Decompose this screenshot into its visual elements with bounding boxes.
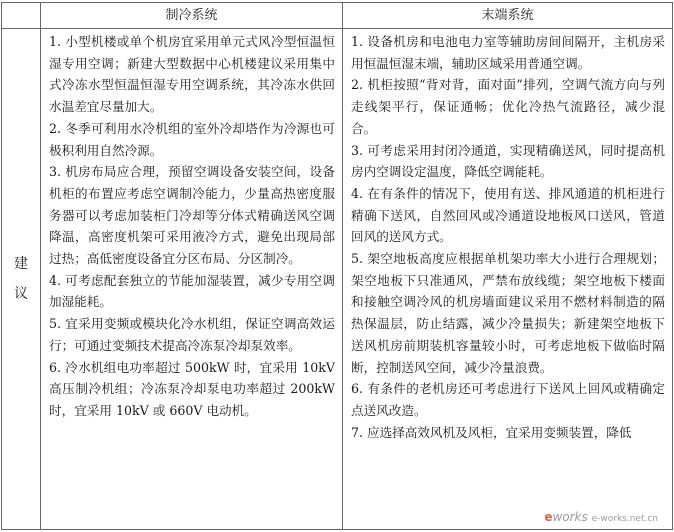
cooling-item: 4. 可考虑配套独立的节能加湿装置，减少专用空调加湿能耗。: [49, 272, 335, 310]
cooling-item: 2. 冬季可利用水冷机组的室外冷却塔作为冷源也可极积利用自然冷源。: [49, 120, 335, 158]
terminal-item: 1. 设备机房和电池电力室等辅助房间间隔开，主机房采用恒温恒湿末端，辅助区域采用普通空调。: [351, 34, 665, 71]
header-terminal-system: 末端系统: [343, 3, 673, 29]
row-label-char: 议: [14, 286, 28, 302]
row-label-text: [2, 249, 40, 309]
corner-cell: [2, 3, 41, 29]
watermark-prefix: e: [544, 510, 553, 524]
cooling-item: 5. 宜采用变频或模块化冷水机组，保证空调高效运行；可通过变频技术提高冷冻泵冷却泵效率。: [49, 316, 335, 353]
cooling-system-cell: [41, 29, 343, 530]
suggestion-row: [2, 29, 673, 530]
cooling-item: 6. 冷水机组电功率超过 500kW 时，宜采用 10kV 高压制冷机组；冷冻泵冷却泵电功率超过 200kW 时，宜采用 10kV 或 660V 电动机。: [49, 359, 335, 418]
terminal-item: 4. 在有条件的情况下，使用有送、排风通道的机柜进行精确下送风，自然回风或冷通道设地板风口送风，管道回风的送风方式。: [351, 185, 665, 245]
header-cooling-system: 制冷系统: [41, 3, 343, 29]
cooling-item: 1. 小型机楼或单个机房宜采用单元式风冷型恒温恒湿专用空调；新建大型数据中心机楼建议采用集中式冷冻水型恒温恒湿专用空调系统，其冷冻水供回水温差宜尽量加大。: [49, 34, 335, 115]
cooling-item: 3. 机房布局应合理，预留空调设备安装空间，设备机柜的布置应考虑空调制冷能力，少量高热密度服务器可以考虑加装柜门冷却等分体式精确送风空调降温，高密度机架可采用液冷方式，避免出现局部过热；高低密度设备宜分区布局、分区制冷。: [49, 164, 335, 267]
terminal-item: 6. 有条件的老机房还可考虑进行下送风上回风或精确定点送风改造。: [351, 381, 665, 418]
terminal-item: 3. 可考虑采用封闭冷通道，实现精确送风，同时提高机房内空调设定温度，降低空调能耗。: [351, 142, 665, 180]
watermark-text: works: [552, 510, 588, 524]
row-label-suggestion: [2, 29, 41, 530]
recommendation-table: [1, 2, 673, 530]
terminal-item: 2. 机柜按照“背对背，面对面”排列，空调气流方向与列走线架平行，保证通畅；优化冷热气流路径，减少混合。: [351, 77, 665, 136]
header-row: [2, 3, 673, 29]
row-label-char: 建: [14, 256, 28, 272]
site-watermark: [544, 510, 658, 524]
watermark-domain: e-works.net.cn: [591, 514, 658, 524]
terminal-item: 7. 应选择高效风机及风柜，宜采用变频装置，降低: [351, 424, 632, 440]
terminal-system-cell: [343, 29, 673, 530]
terminal-item: 5. 架空地板高度应根据单机架功率大小进行合理规划；架空地板下只准通风，严禁布放线缆；架空地板下楼面和接触空调冷风的机房墙面建议采用不燃材料制造的隔热保温层，防止结露，减少冷量损失；新建架空地板下送风机房前期装机容量较小时，可考虑地板下做临时隔断，控制送风空间，减少冷量浪费。: [351, 251, 665, 375]
